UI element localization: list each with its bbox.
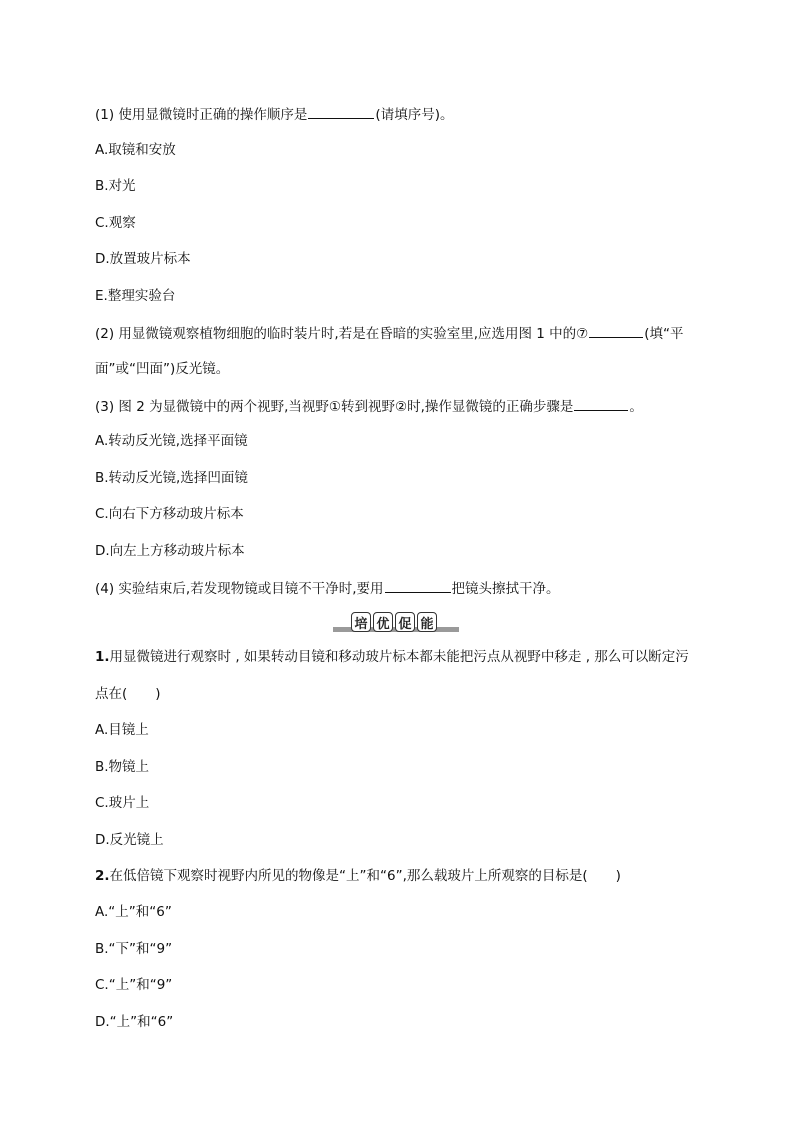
section-char-3: 促 (395, 612, 415, 632)
q3-option-c: C.向右下方移动玻片标本 (95, 506, 244, 522)
q3-option-a: A.转动反光镜,选择平面镜 (95, 433, 248, 449)
q1-option-a: A.取镜和安放 (95, 142, 176, 158)
p2-stem (95, 867, 621, 885)
p1-option-a: A.目镜上 (95, 722, 149, 738)
section-char-4: 能 (417, 612, 437, 632)
q2-prefix: (2) 用显微镜观察植物细胞的临时装片时,若是在昏暗的实验室里,应选用图 1 中的⑦ (95, 326, 589, 342)
p2-paren-close: ) (615, 868, 621, 884)
q4-prefix: (4) 实验结束后,若发现物镜或目镜不干净时,要用 (95, 581, 384, 597)
p1-paren-close: ) (155, 686, 161, 702)
p2-text: 在低倍镜下观察时视野内所见的物像是“上”和“6”,那么载玻片上所观察的目标是( (109, 868, 588, 884)
section-banner (333, 612, 459, 636)
p1-option-d: D.反光镜上 (95, 832, 164, 848)
section-banner-title (351, 612, 437, 632)
q3-option-b: B.转动反光镜,选择凹面镜 (95, 470, 248, 486)
section-char-1: 培 (351, 612, 371, 632)
p2-option-a: A.“上”和“6” (95, 904, 172, 920)
p1-stem-line2 (95, 685, 161, 703)
q2-suffix: (填“平 (644, 326, 684, 342)
q1-answer-blank[interactable] (308, 104, 374, 119)
q2-stem-line2: 面”或“凹面”)反光镜。 (95, 361, 230, 377)
p1-paren-open: 点在( (95, 686, 128, 702)
q3-answer-blank[interactable] (574, 396, 628, 411)
q1-option-b: B.对光 (95, 178, 136, 194)
q1-option-c: C.观察 (95, 215, 136, 231)
q3-prefix: (3) 图 2 为显微镜中的两个视野,当视野①转到视野②时,操作显微镜的正确步骤是 (95, 399, 574, 415)
p2-option-d: D.“上”和“6” (95, 1014, 174, 1030)
q1-prefix: (1) 使用显微镜时正确的操作顺序是 (95, 107, 308, 123)
p1-stem-line1 (95, 648, 689, 666)
q3-suffix: 。 (629, 399, 643, 415)
section-char-2: 优 (373, 612, 393, 632)
p1-number: 1. (95, 649, 110, 665)
q2-answer-blank[interactable] (589, 323, 643, 338)
q4-suffix: 把镜头擦拭干净。 (451, 581, 560, 597)
q1-option-d: D.放置玻片标本 (95, 251, 191, 267)
q2-stem-line1 (95, 323, 684, 343)
q1-option-e: E.整理实验台 (95, 288, 176, 304)
q1-suffix: (请填序号)。 (375, 107, 454, 123)
p2-option-b: B.“下”和“9” (95, 941, 173, 957)
p2-option-c: C.“上”和“9” (95, 977, 173, 993)
p1-option-c: C.玻片上 (95, 795, 150, 811)
q4-stem (95, 578, 560, 598)
q3-stem (95, 396, 643, 416)
q4-answer-blank[interactable] (385, 578, 451, 593)
p2-number: 2. (95, 868, 110, 884)
p1-text: 用显微镜进行观察时 , 如果转动目镜和移动玻片标本都未能把污点从视野中移走 , 那么可以断定污 (109, 649, 689, 665)
q1-stem (95, 104, 453, 124)
q3-option-d: D.向左上方移动玻片标本 (95, 543, 245, 559)
p1-option-b: B.物镜上 (95, 759, 150, 775)
